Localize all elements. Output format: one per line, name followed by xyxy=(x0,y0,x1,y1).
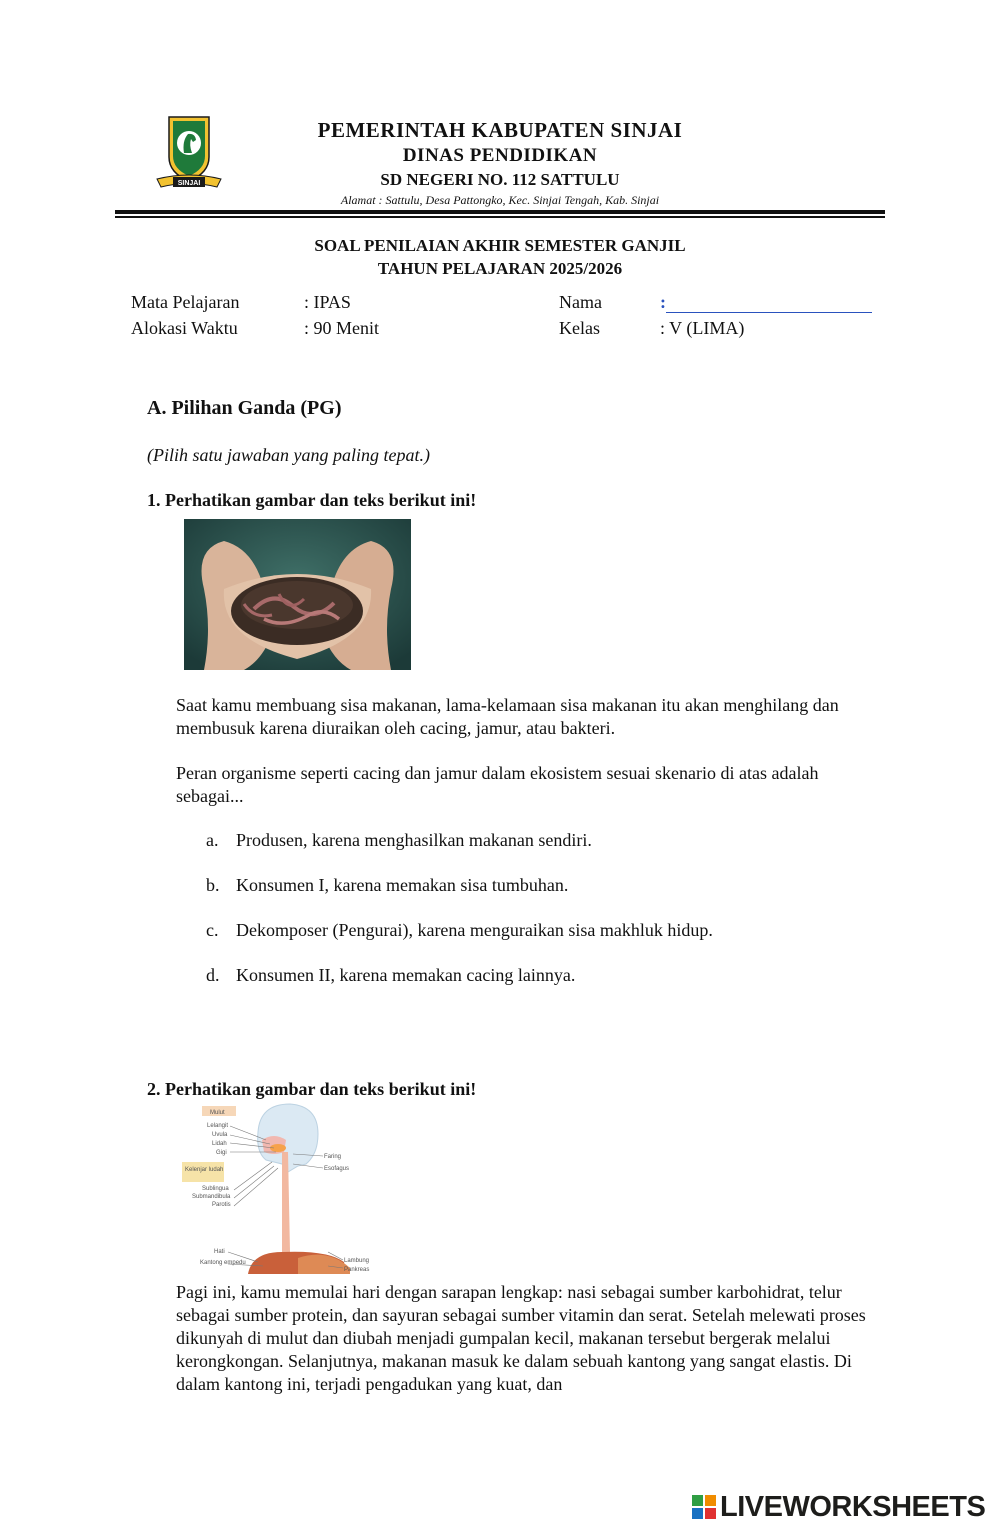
kop-government: PEMERINTAH KABUPATEN SINJAI xyxy=(317,118,683,142)
option-1c[interactable] xyxy=(206,920,713,941)
liveworksheets-wordmark: LIVEWORKSHEETS xyxy=(720,1490,986,1523)
label-lambung: Lambung xyxy=(344,1258,370,1264)
label-pankreas: Pankreas xyxy=(344,1267,370,1273)
kop-divider-thin xyxy=(115,216,885,218)
question-2-title: 2. Perhatikan gambar dan teks berikut ini! xyxy=(147,1079,477,1099)
option-1b[interactable] xyxy=(206,875,568,896)
label-lelangit: Lelangit xyxy=(207,1123,229,1129)
label-kelenjar-ludah: Kelenjar ludah xyxy=(185,1167,224,1173)
kop-address: Alamat : Sattulu, Desa Pattongko, Kec. Sinjai Tengah, Kab. Sinjai xyxy=(340,193,660,207)
option-text: Dekomposer (Pengurai), karena menguraikan sisa makhluk hidup. xyxy=(236,920,713,940)
section-title: A. Pilihan Ganda (PG) xyxy=(147,397,342,419)
label-sublingua: Sublingua xyxy=(202,1186,229,1192)
exam-year: TAHUN PELAJARAN 2025/2026 xyxy=(377,259,623,278)
label-esofagus: Esofagus xyxy=(324,1166,350,1172)
name-label: Nama xyxy=(559,292,602,312)
label-submandibula: Submandibula xyxy=(192,1194,231,1200)
kop-department: DINAS PENDIDIKAN xyxy=(402,145,598,166)
option-label: b. xyxy=(206,875,220,895)
kop-divider-thick xyxy=(115,210,885,214)
question-2-context: Pagi ini, kamu memulai hari dengan sarapan lengkap: nasi sebagai sumber karbohidrat, telur sebagai sumber protein, dan sayuran sebagai sumber vitamin dan serat. Setelah melewati proses dikunyah di mulut dan diubah menjadi gumpalan kecil, makanan tersebut bergerak melalui kerongkongan. Selanjutnya, makanan masuk ke dalam sebuah kantong yang sangat elastis. Di dalam kantong ini, terjadi pengadukan yang kuat, dan xyxy=(176,1282,866,1394)
name-blank[interactable] xyxy=(666,293,872,313)
label-mulut: Mulut xyxy=(210,1110,225,1116)
label-uvula: Uvula xyxy=(212,1132,228,1138)
label-kantong-empedu: Kantong empedu xyxy=(200,1260,246,1266)
worms-soil-photo xyxy=(184,519,411,670)
time-label: Alokasi Waktu xyxy=(131,318,238,338)
option-1d[interactable] xyxy=(206,965,575,986)
option-text: Konsumen I, karena memakan sisa tumbuhan. xyxy=(236,875,569,895)
label-lidah: Lidah xyxy=(212,1141,227,1147)
option-label: d. xyxy=(206,965,220,985)
name-field[interactable] xyxy=(660,292,872,313)
label-faring: Faring xyxy=(324,1154,342,1160)
liveworksheets-logo xyxy=(692,1491,992,1523)
kop-school: SD NEGERI NO. 112 SATTULU xyxy=(380,170,620,189)
question-1-prompt: Peran organisme seperti cacing dan jamur dalam ekosistem sesuai skenario di atas adalah sebagai... xyxy=(176,763,819,806)
option-text: Konsumen II, karena memakan cacing lainnya. xyxy=(236,965,576,985)
class-label: Kelas xyxy=(559,318,600,338)
liveworksheets-badge-icon xyxy=(692,1495,716,1519)
option-text: Produsen, karena menghasilkan makanan sendiri. xyxy=(236,830,592,850)
section-hint: (Pilih satu jawaban yang paling tepat.) xyxy=(147,445,430,465)
name-colon: : xyxy=(660,292,666,312)
time-value: : 90 Menit xyxy=(304,318,379,338)
class-value: : V (LIMA) xyxy=(660,318,745,338)
option-label: a. xyxy=(206,830,219,850)
question-1-title: 1. Perhatikan gambar dan teks berikut ini! xyxy=(147,490,477,510)
question-1-context: Saat kamu membuang sisa makanan, lama-kelamaan sisa makanan itu akan menghilang dan membusuk karena diuraikan oleh cacing, jamur, atau bakteri. xyxy=(176,695,839,738)
digestive-system-diagram xyxy=(178,1102,378,1274)
subject-label: Mata Pelajaran xyxy=(131,292,240,312)
exam-title: SOAL PENILAIAN AKHIR SEMESTER GANJIL xyxy=(314,236,686,255)
label-parotis: Parotis xyxy=(212,1202,231,1208)
subject-value: : IPAS xyxy=(304,292,351,312)
label-hati: Hati xyxy=(214,1249,225,1255)
option-1a[interactable] xyxy=(206,830,592,851)
label-gigi: Gigi xyxy=(216,1150,227,1156)
option-label: c. xyxy=(206,920,219,940)
logo-text: SINJAI xyxy=(177,180,201,187)
